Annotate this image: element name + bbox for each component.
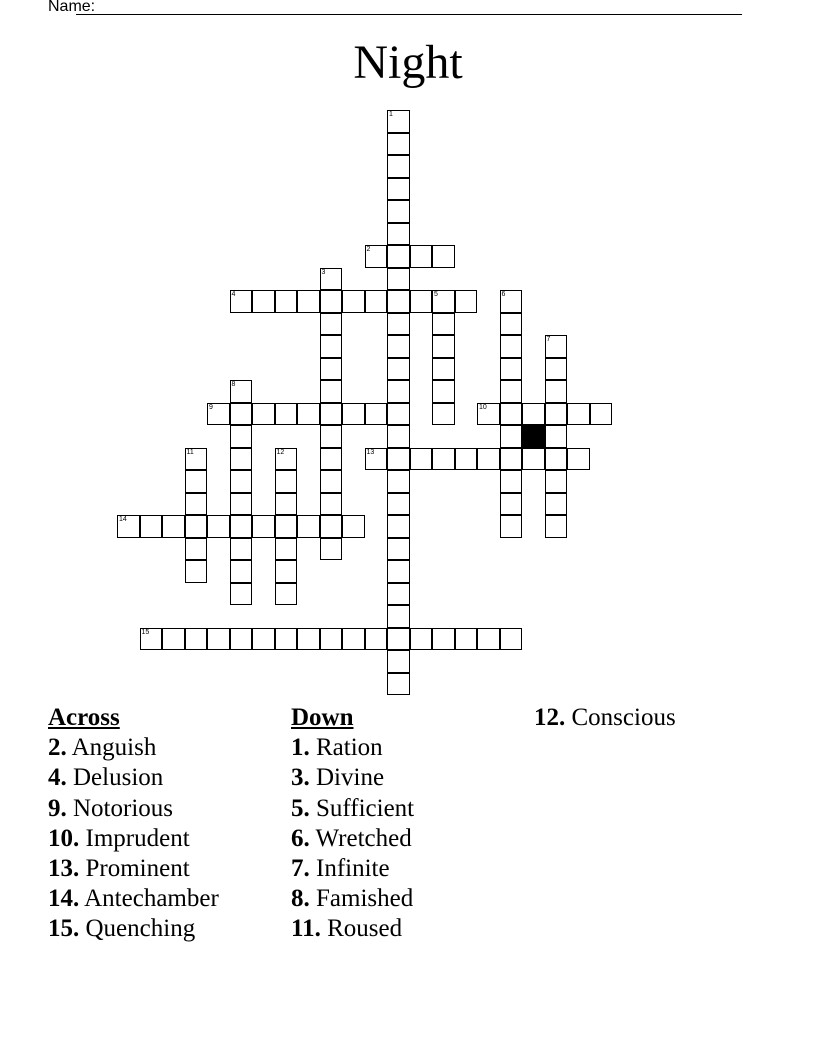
grid-cell[interactable] <box>387 313 410 336</box>
grid-cell[interactable] <box>387 245 410 268</box>
clue-number: 6 <box>501 291 506 298</box>
grid-cell[interactable] <box>275 448 298 471</box>
grid-cell[interactable] <box>455 290 478 313</box>
down-clue <box>291 733 414 763</box>
clue-number-label: 13. <box>48 855 80 883</box>
down-clue <box>534 703 676 733</box>
grid-cell[interactable] <box>140 515 163 538</box>
grid-cell[interactable] <box>230 560 253 583</box>
clue-number-label: 10. <box>48 824 80 852</box>
grid-cell[interactable] <box>387 425 410 448</box>
clue-text: Sufficient <box>309 794 415 822</box>
grid-cell[interactable] <box>500 448 523 471</box>
grid-cell[interactable] <box>185 538 208 561</box>
grid-cell[interactable] <box>387 223 410 246</box>
grid-cell[interactable] <box>567 448 590 471</box>
clue-text: Roused <box>320 915 403 943</box>
grid-cell[interactable] <box>297 628 320 651</box>
grid-cell[interactable] <box>522 403 545 426</box>
grid-cell[interactable] <box>387 358 410 381</box>
clue-number-label: 7. <box>291 855 310 883</box>
grid-cell[interactable] <box>297 403 320 426</box>
grid-cell[interactable] <box>342 628 365 651</box>
grid-cell[interactable] <box>387 470 410 493</box>
clue-number: 3 <box>321 268 326 276</box>
grid-cell[interactable] <box>185 470 208 493</box>
across-clue <box>48 763 219 793</box>
clue-number: 8 <box>231 381 236 388</box>
grid-cell[interactable] <box>365 448 388 471</box>
grid-cell[interactable] <box>545 493 568 516</box>
grid-cell[interactable] <box>320 425 343 448</box>
clue-text: Quenching <box>79 915 196 943</box>
across-clue <box>48 794 219 824</box>
grid-cell[interactable] <box>500 380 523 403</box>
grid-cell[interactable] <box>320 335 343 358</box>
grid-cell[interactable] <box>545 425 568 448</box>
clue-text: Imprudent <box>79 824 190 852</box>
clue-text: Delusion <box>66 764 164 792</box>
grid-cell[interactable] <box>500 403 523 426</box>
grid-cell[interactable] <box>320 448 343 471</box>
grid-cell[interactable] <box>230 538 253 561</box>
grid-cell[interactable] <box>230 403 253 426</box>
grid-cell[interactable] <box>387 650 410 673</box>
grid-cell[interactable] <box>117 515 140 538</box>
grid-cell[interactable] <box>387 538 410 561</box>
grid-cell[interactable] <box>477 403 500 426</box>
clue-text: Divine <box>309 764 385 792</box>
grid-cell[interactable] <box>230 628 253 651</box>
grid-cell[interactable] <box>500 313 523 336</box>
grid-cell[interactable] <box>387 155 410 178</box>
grid-cell[interactable] <box>500 515 523 538</box>
clue-text: Conscious <box>565 704 676 731</box>
grid-cell[interactable] <box>342 290 365 313</box>
grid-cell[interactable] <box>432 313 455 336</box>
grid-cell[interactable] <box>275 493 298 516</box>
grid-cell[interactable] <box>410 290 433 313</box>
grid-cell[interactable] <box>545 470 568 493</box>
grid-cell[interactable] <box>230 290 253 313</box>
grid-cell[interactable] <box>342 403 365 426</box>
grid-cell[interactable] <box>320 515 343 538</box>
grid-cell[interactable] <box>387 200 410 223</box>
grid-cell[interactable] <box>567 403 590 426</box>
clue-number-label: 11. <box>291 915 321 943</box>
clue-number-label: 12. <box>534 704 566 731</box>
grid-cell[interactable] <box>320 403 343 426</box>
clue-number-label: 8. <box>291 885 310 913</box>
grid-cell[interactable] <box>387 448 410 471</box>
grid-cell[interactable] <box>432 448 455 471</box>
clue-number: 4 <box>231 291 236 298</box>
grid-cell[interactable] <box>252 628 275 651</box>
across-clue <box>48 884 219 914</box>
grid-cell[interactable] <box>387 493 410 516</box>
down-clue <box>291 824 414 854</box>
clue-number: 14 <box>119 516 127 523</box>
clue-number-label: 4. <box>48 764 67 792</box>
grid-cell[interactable] <box>162 515 185 538</box>
grid-cell[interactable] <box>432 245 455 268</box>
across-clues <box>48 703 219 945</box>
grid-cell[interactable] <box>342 515 365 538</box>
grid-cell[interactable] <box>275 560 298 583</box>
clue-number-label: 15. <box>48 915 80 943</box>
grid-cell[interactable] <box>500 493 523 516</box>
clue-number-label: 3. <box>291 764 310 792</box>
clue-number: 5 <box>434 291 438 298</box>
grid-cell[interactable] <box>477 628 500 651</box>
name-label: Name: <box>48 0 96 15</box>
grid-cell[interactable] <box>230 448 253 471</box>
grid-cell[interactable] <box>545 358 568 381</box>
grid-cell[interactable] <box>230 515 253 538</box>
across-clue <box>48 914 219 944</box>
grid-cell[interactable] <box>410 628 433 651</box>
grid-cell[interactable] <box>320 470 343 493</box>
grid-cell[interactable] <box>320 380 343 403</box>
clue-text: Wretched <box>309 824 412 852</box>
grid-cell[interactable] <box>545 335 568 358</box>
grid-cell[interactable] <box>545 380 568 403</box>
grid-cell[interactable] <box>500 358 523 381</box>
grid-cell[interactable] <box>387 515 410 538</box>
grid-cell[interactable] <box>410 448 433 471</box>
grid-cell[interactable] <box>500 335 523 358</box>
grid-cell[interactable] <box>365 290 388 313</box>
grid-cell[interactable] <box>500 425 523 448</box>
grid-cell[interactable] <box>275 538 298 561</box>
grid-cell[interactable] <box>320 493 343 516</box>
grid-cell[interactable] <box>207 628 230 651</box>
grid-cell[interactable] <box>230 425 253 448</box>
clue-text: Notorious <box>66 794 173 822</box>
grid-cell[interactable] <box>252 403 275 426</box>
grid-cell[interactable] <box>297 515 320 538</box>
clue-number: 7 <box>546 336 551 343</box>
grid-cell[interactable] <box>230 470 253 493</box>
clue-number-label: 5. <box>291 794 310 822</box>
grid-cell[interactable] <box>500 628 523 651</box>
grid-cell[interactable] <box>162 628 185 651</box>
grid-cell[interactable] <box>432 403 455 426</box>
grid-cell[interactable] <box>387 560 410 583</box>
grid-cell[interactable] <box>387 268 410 291</box>
grid-cell[interactable] <box>185 493 208 516</box>
grid-cell[interactable] <box>432 358 455 381</box>
down-clues <box>291 703 414 945</box>
grid-cell[interactable] <box>230 493 253 516</box>
grid-cell[interactable] <box>320 538 343 561</box>
grid-cell[interactable] <box>500 290 523 313</box>
clue-number: 10 <box>479 403 487 411</box>
down-clues-continued <box>534 703 676 733</box>
grid-cell[interactable] <box>252 515 275 538</box>
clue-number-label: 1. <box>291 734 310 762</box>
grid-cell[interactable] <box>545 515 568 538</box>
grid-cell[interactable] <box>275 583 298 606</box>
clue-number: 2 <box>366 246 371 253</box>
clue-number: 9 <box>209 403 213 411</box>
clue-text: Antechamber <box>79 885 219 913</box>
clue-number: 11 <box>186 448 194 456</box>
down-clue <box>291 914 414 944</box>
grid-cell[interactable] <box>477 448 500 471</box>
clue-number-label: 2. <box>48 734 67 762</box>
grid-cell[interactable] <box>387 673 410 696</box>
grid-cell[interactable] <box>207 515 230 538</box>
grid-cell[interactable] <box>275 628 298 651</box>
clue-text: Ration <box>309 734 383 762</box>
grid-cell[interactable] <box>387 133 410 156</box>
grid-cell[interactable] <box>185 560 208 583</box>
grid-cell[interactable] <box>545 448 568 471</box>
grid-cell[interactable] <box>387 110 410 133</box>
down-clue <box>291 854 414 884</box>
across-clue <box>48 854 219 884</box>
grid-cell[interactable] <box>522 448 545 471</box>
across-clue <box>48 733 219 763</box>
grid-cell[interactable] <box>275 290 298 313</box>
grid-cell[interactable] <box>320 268 343 291</box>
down-heading: Down <box>291 704 354 731</box>
grid-cell[interactable] <box>320 358 343 381</box>
clue-text: Anguish <box>66 734 157 762</box>
grid-cell[interactable] <box>140 628 163 651</box>
clue-number: 15 <box>141 628 150 636</box>
grid-cell[interactable] <box>185 515 208 538</box>
grid-cell[interactable] <box>432 335 455 358</box>
down-clue <box>291 884 414 914</box>
grid-cell[interactable] <box>230 583 253 606</box>
page-title: Night <box>353 36 463 89</box>
black-square <box>522 425 545 448</box>
clue-text: Prominent <box>79 855 190 883</box>
clue-number: 12 <box>276 448 285 456</box>
clue-number-label: 6. <box>291 824 310 852</box>
down-clue <box>291 794 414 824</box>
clue-number-label: 9. <box>48 794 67 822</box>
grid-cell[interactable] <box>185 628 208 651</box>
clue-number-label: 14. <box>48 885 80 913</box>
grid-cell[interactable] <box>387 628 410 651</box>
grid-cell[interactable] <box>275 515 298 538</box>
grid-cell[interactable] <box>275 403 298 426</box>
grid-cell[interactable] <box>387 380 410 403</box>
grid-cell[interactable] <box>275 470 298 493</box>
across-heading: Across <box>48 704 120 731</box>
grid-cell[interactable] <box>320 313 343 336</box>
grid-cell[interactable] <box>297 290 320 313</box>
down-clue <box>291 763 414 793</box>
grid-cell[interactable] <box>365 628 388 651</box>
grid-cell[interactable] <box>365 403 388 426</box>
grid-cell[interactable] <box>320 290 343 313</box>
grid-cell[interactable] <box>387 178 410 201</box>
clue-text: Famished <box>309 885 414 913</box>
grid-cell[interactable] <box>387 290 410 313</box>
grid-cell[interactable] <box>387 605 410 628</box>
clue-number: 1 <box>389 111 393 118</box>
clue-number: 13 <box>366 448 375 456</box>
grid-cell[interactable] <box>432 380 455 403</box>
grid-cell[interactable] <box>387 583 410 606</box>
grid-cell[interactable] <box>410 245 433 268</box>
grid-cell[interactable] <box>432 628 455 651</box>
grid-cell[interactable] <box>185 448 208 471</box>
grid-cell[interactable] <box>230 380 253 403</box>
grid-cell[interactable] <box>207 403 230 426</box>
grid-cell[interactable] <box>387 403 410 426</box>
grid-cell[interactable] <box>320 628 343 651</box>
clue-text: Infinite <box>309 855 390 883</box>
grid-cell[interactable] <box>455 448 478 471</box>
grid-cell[interactable] <box>387 335 410 358</box>
grid-cell[interactable] <box>252 290 275 313</box>
across-clue <box>48 824 219 854</box>
grid-cell[interactable] <box>545 403 568 426</box>
grid-cell[interactable] <box>455 628 478 651</box>
grid-cell[interactable] <box>432 290 455 313</box>
grid-cell[interactable] <box>500 470 523 493</box>
grid-cell[interactable] <box>590 403 613 426</box>
grid-cell[interactable] <box>365 245 388 268</box>
